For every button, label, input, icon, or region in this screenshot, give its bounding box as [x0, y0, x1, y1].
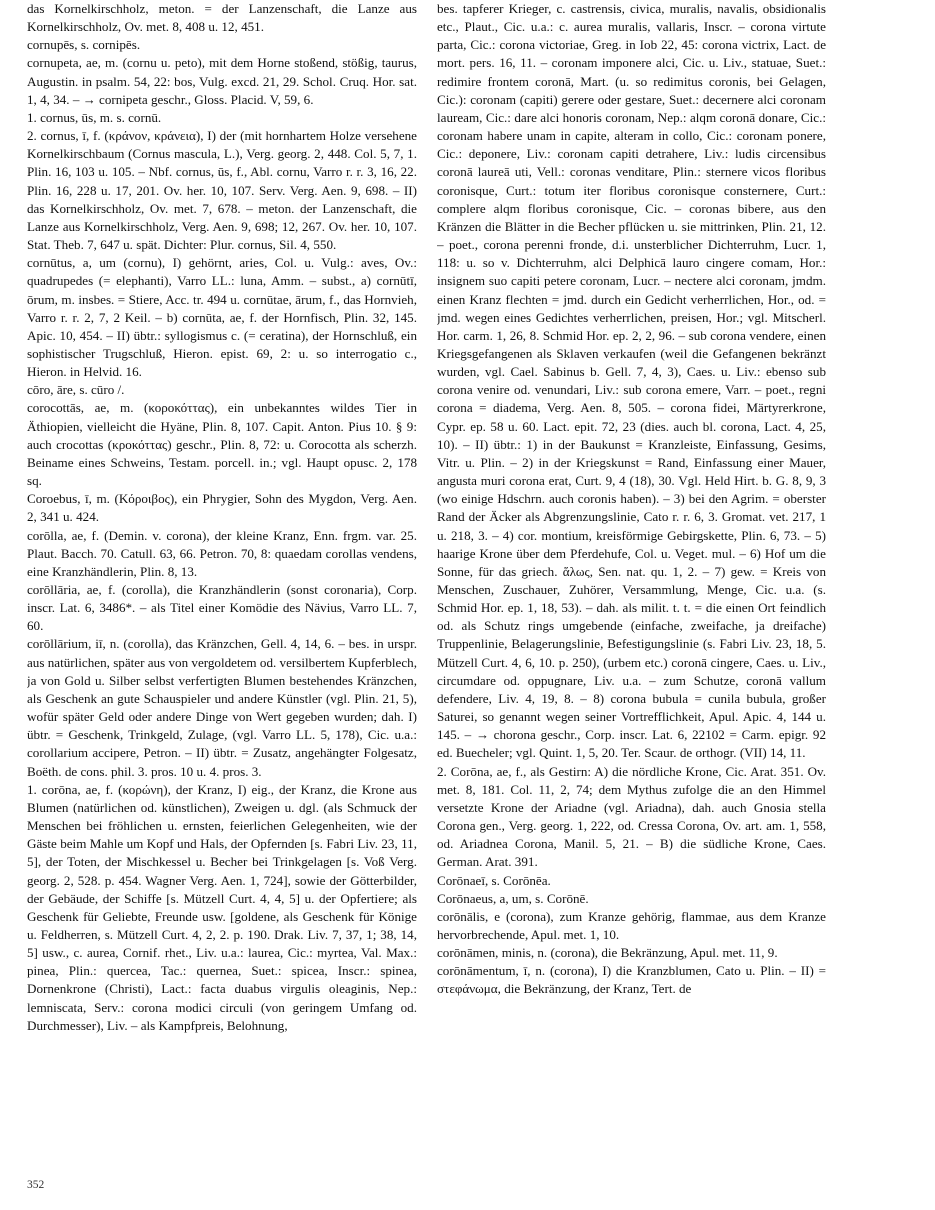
- dictionary-entry: corōnāmentum, ī, n. (corona), I) die Kranzblumen, Cato u. Plin. – II) = στεφάνωμα, die Bekränzung, der Kranz, Tert. de: [437, 963, 826, 997]
- dictionary-entry: Corōnaeus, a, um, s. Corōnē.: [437, 890, 589, 906]
- dictionary-entry: cornūtus, a, um (cornu), I) gehörnt, aries, Col. u. Vulg.: aves, Ov.: quadrupedes (= elephanti), Varro LL.: luna, Amm. – subst., a) cornūtī, ōrum, m. insbes. = Stiere, Acc. tr. 494 u. cornūtae, ārum, f., das Hornvieh, Varro r. r. 2, 7, 2 Keil. – b) cornūta, ae, f. der Hornfisch, Plin. 32, 145. Apic. 10, 454. – II) übtr.: syllogismus c. (= ceratina), der Hornschluß, ein sophistischer Trugschluß, Hieron. epist. 69, 2: u. so interrogatio c., Hieron. in Helvid. 16.: [27, 255, 417, 380]
- dictionary-entry: Coroebus, ī, m. (Κόροιβος), ein Phrygier, Sohn des Mygdon, Verg. Aen. 2, 341 u. 424.: [27, 491, 417, 525]
- dictionary-entry: corocottās, ae, m. (κοροκόττας), ein unbekanntes wildes Tier in Äthiopien, vielleicht die Hyäne, Plin. 8, 107. Capit. Anton. Pius 10. § 9: auch crocottas (κροκόττας) geschr., Plin. 8, 72: u. Corocotta als scherzh. Beiname eines Schweins, Testam. porcell. in.; vgl. Haupt opusc. 2, 178 sq.: [27, 400, 417, 489]
- dictionary-entry: corōnāmen, minis, n. (corona), die Bekränzung, Apul. met. 11, 9.: [437, 945, 778, 961]
- dictionary-entry: Corōnaeī, s. Corōnēa.: [437, 872, 551, 888]
- dictionary-entry: 2. cornus, ī, f. (κράνον, κράνεια), I) der (mit hornhartem Holze versehene Kornelkirschbaum (Cornus mascula, L.), Verg. georg. 2, 448. Col. 5, 7, 1. Plin. 16, 103 u. 105. – Nbf. cornus, ūs, f., Abl. cornu, Varro r. r. 3, 16, 22. Plin. 16, 228 u. 17, 201. Ov. her. 10, 107. Serv. Verg. Aen. 9, 698. – II) das Kornelkirschholz, Ov. met. 7, 678. – meton. der Lanzenschaft, die Lanze aus Kornelkirschholz, Verg. Aen. 9, 698; 12, 267. Ov. her. 10, 107. Stat. Theb. 7, 647 u. spät. Dichter: Plur. cornus, Sil. 4, 550.: [27, 128, 417, 253]
- dictionary-entry: corōllāria, ae, f. (corolla), die Kranzhändlerin (sonst coronaria), Corp. inscr. Lat. 6, 3486*. – als Titel einer Komödie des Nävius, Varro LL. 7, 60.: [27, 582, 417, 634]
- dictionary-entry: 2. Corōna, ae, f., als Gestirn: A) die nördliche Krone, Cic. Arat. 351. Ov. met. 8, 181. Col. 11, 2, 74; dem Mythus zufolge die an den Himmel versetzte Krone der Ariadne (vgl. Ariadna), dah. auch Gnosia stella Corona gen., Verg. georg. 1, 222, od. Cressa Corona, Ov. art. am. 1, 558, od. Ariadnea Corona, Manil. 5, 21. – B) die südliche Krone, Caes. German. Arat. 391.: [437, 763, 826, 870]
- dictionary-entry: cōro, āre, s. cūro /.: [27, 382, 125, 398]
- dictionary-entry: bes. tapferer Krieger, c. castrensis, civica, muralis, navalis, obsidionalis etc., Plaut., Cic. u.a.: c. aurea muralis, vallaris, Inscr. – corona virtute parta, Cic.: corona victoriae, Greg. in Iob 22, 45: corona victrix, Lact. de mort. pers. 16, 11. – coronam imponere alci, Cic. u. Liv., statuae, Suet.: redimire frontem coronā, Mart. (u. so redimitus coronis, bei Gelagen, Cic.): coronam (capiti) gerere oder gestare, Suet.: decernere alci coronam lauream, Cic.: dare alci honoris coronam, Nep.: alqm coronā donare, Cic.: coronam habere unam in capite, alteram in collo, Cic.: coronam ponere, Cic.: deponere, Liv.: coronam capiti detrahere, Liv.: ludis circensibus coronā laureā uti, Vell.: coronas venditare, Plin.: sternere vicos floribus coronisque, Curt.: totum iter floribus coronisque consternere, Curt.: complere alqm floribus coronisque, Cic. – coronas bibere, aus den Kränzen die Blätter in die Becher pflücken u. sie mittrinken, Plin. 21, 12. – poet., corona perenni fronde, d.i. unsterblicher Dichterruhm, Lucr. 1, 118: u. so v. Dichterruhm, alci Delphicā lauro cingere comam, Hor.: insignem suo capiti petere coronam, Lucr. – nectere alci coronam, jmdm. einen Kranz flechten = jmd. durch ein Gedicht verherrlichen, Hor., od. = jmd. wegen eines Gedichtes verherrlichen, preisen, Hor.; vgl. Mitscherl. Hor. carm. 1, 26, 8. Schmid Hor. ep. 2, 2, 96. – sub corona vendere, einen Kriegsgefangenen als Sklaven verkaufen (weil die Gefangenen bekränzt wurden, vgl. Cael. Sabinus b. Gell. 7, 4, 3), Caes. u. Liv.: ebenso sub corona venire od. venundari, Liv.: sub corona emere, Varr. – poet., regni corona = diadema, Verg. Aen. 8, 505. – corona fidei, Märtyrerkrone, Cypr. ep. 58 u. 60. Lact. epit. 72, 23 (dies. auch bl. corona, Lact. 4, 25, 10). – II) übtr.: 1) in der Baukunst = Kranzleiste, Einfassung, Gesims, Vitr. u. Plin. – 2) in der Kriegskunst = Rand, Einfassung einer Mauer, angusta muri corona erat, Curt. 9, 4 (18), 30. Vgl. Held Hirt. b. G. 8, 9, 3 (wo einige Hdschrn. auch coronis haben). – 3) bei den Agrim. = oberster Rand der Äcker als Abgrenzungslinie, Cato r. r. 6, 3. Gromat. vet. 217, 1 u. 218, 3. – 4) cor. montium, kreisförmige Gebirgskette, Plin. 6, 73. – 5) haarige Krone über dem Pferdehufe, Col. u. Veget. mul. – 6) Hof um die Sonne, für das griech. ἅλως, Sen. nat. qu. 1, 2. – 7) gew. = Kreis von Menschen, Zuschauer, Zuhörer, Versammlung, Menge, Cic. u.a. (s. Schmid Hor. ep. 1, 18, 53). – dah. als milit. t. t. = die einen Ort feindlich od. als Schutz rings umgebende (einfache, zweifache, ja dreifache) Truppenlinie, Belagerungslinie, Befestigungslinie (s. Fabri Liv. 23, 18, 5. Mützell Curt. 4, 6, 10. p. 250), (urbem etc.) coronā cingere, Caes. u. Liv., circumdare od. oppugnare, Liv. u.a. – zum Schutze, coronā vallum defendere, Liv. 4, 19, 8. – 8) corona bubula = cunila bubula, großer Saturei, so genannt wegen seiner Vortrefflichkeit, Apul. Apic. 4, 144 u. 145. – → chorona geschr., Corp. inscr. Lat. 6, 22102 = Carm. epigr. 92 ed. Buecheler; vgl. Quint. 1, 5, 20. Ter. Scaur. de orthogr. (VII) 14, 11.: [437, 1, 826, 761]
- dictionary-entry: corōlla, ae, f. (Demin. v. corona), der kleine Kranz, Enn. frgm. var. 25. Plaut. Bacch. 70. Catull. 63, 66. Petron. 70, 8: quaedam corollas vendens, eine Kranzhändlerin, Plin. 8, 13.: [27, 527, 417, 579]
- left-column: [27, 0, 417, 1178]
- dictionary-entry: cornupēs, s. cornipēs.: [27, 37, 141, 53]
- right-column: [437, 0, 826, 1178]
- dictionary-entry: cornupeta, ae, m. (cornu u. peto), mit dem Horne stoßend, stößig, taurus, Augustin. in psalm. 54, 22: bos, Vulg. excd. 21, 29. Schol. Cruq. Hor. sat. 1, 4, 34. – → cornipeta geschr., Gloss. Placid. V, 59, 6.: [27, 55, 417, 107]
- dictionary-entry: corōnālis, e (corona), zum Kranze gehörig, flammae, aus dem Kranze hervorbrechende, Apul. met. 1, 10.: [437, 908, 826, 942]
- dictionary-entry: das Kornelkirschholz, meton. = der Lanzenschaft, die Lanze aus Kornelkirschholz, Ov. met. 8, 408 u. 12, 451.: [27, 1, 417, 35]
- dictionary-entry: 1. corōna, ae, f. (κορώνη), der Kranz, I) eig., der Kranz, die Krone aus Blumen (natürlichen od. künstlichen), Zweigen u. dgl. (als Schmuck der Menschen bei fröhlichen u. ernsten, feierlichen Gelegenheiten, wie der Gäste beim Mahle um Kopf und Hals, der Opfernden [s. Fabri Liv. 23, 11, 5], der Toten, der Mischkessel u. Becher bei Trinkgelagen [s. Voß Verg. georg. 2, 528. p. 454. Wagner Verg. Aen. 1, 724], sowie der Götterbilder, der Gebäude, der Schiffe [s. Mützell Curt. 4, 4, 5] u. der Opfertiere; als Geschenk für Geliebte, Freunde usw. [goldene, als Geschenk für Könige u. Feldherren, s. Mützell Curt. 4, 2, 2. p. 190. Drak. Liv. 7, 37, 1; 38, 14, 5] usw., c. aurea, Cornif. rhet., Liv. u.a.: laurea, Cic.: myrtea, Val. Max.: pinea, Plin.: quercea, Tac.: quernea, Suet.: spicea, Inscr.: spinea, Dornenkrone (Christi), Lact.: facta duabus virgulis oleaginis, Nep.: lemniscata, Serv.: corona modici circuli (von geringem Umfang od. Durchmesser), Liv. – als Kampfpreis, Belohnung,: [27, 781, 417, 1033]
- page-number: 352: [27, 1179, 45, 1191]
- dictionary-entry: corōllārium, iī, n. (corolla), das Kränzchen, Gell. 4, 14, 6. – bes. in urspr. aus natürlichen, später aus von vergoldetem od. versilbertem Kupferblech, ja von Gold u. Silber selbst verfertigten Blumen bestehendes Kränzchen, als Geschenk an gute Schauspieler und andere Künstler (vgl. Plin. 21, 5), wofür später Geld oder andere Dinge von Wert gegeben wurden; dah. I) übtr. = Geschenk, Trinkgeld, Zulage, (vgl. Varro LL. 5, 178), Cic. u.a.: corollarium accipere, Petron. – II) übtr. = Zusatz, angehängter Folgesatz, Boëth. de cons. phil. 3. pros. 10 u. 4. pros. 3.: [27, 636, 417, 779]
- dictionary-entry: 1. cornus, ūs, m. s. cornū.: [27, 109, 162, 125]
